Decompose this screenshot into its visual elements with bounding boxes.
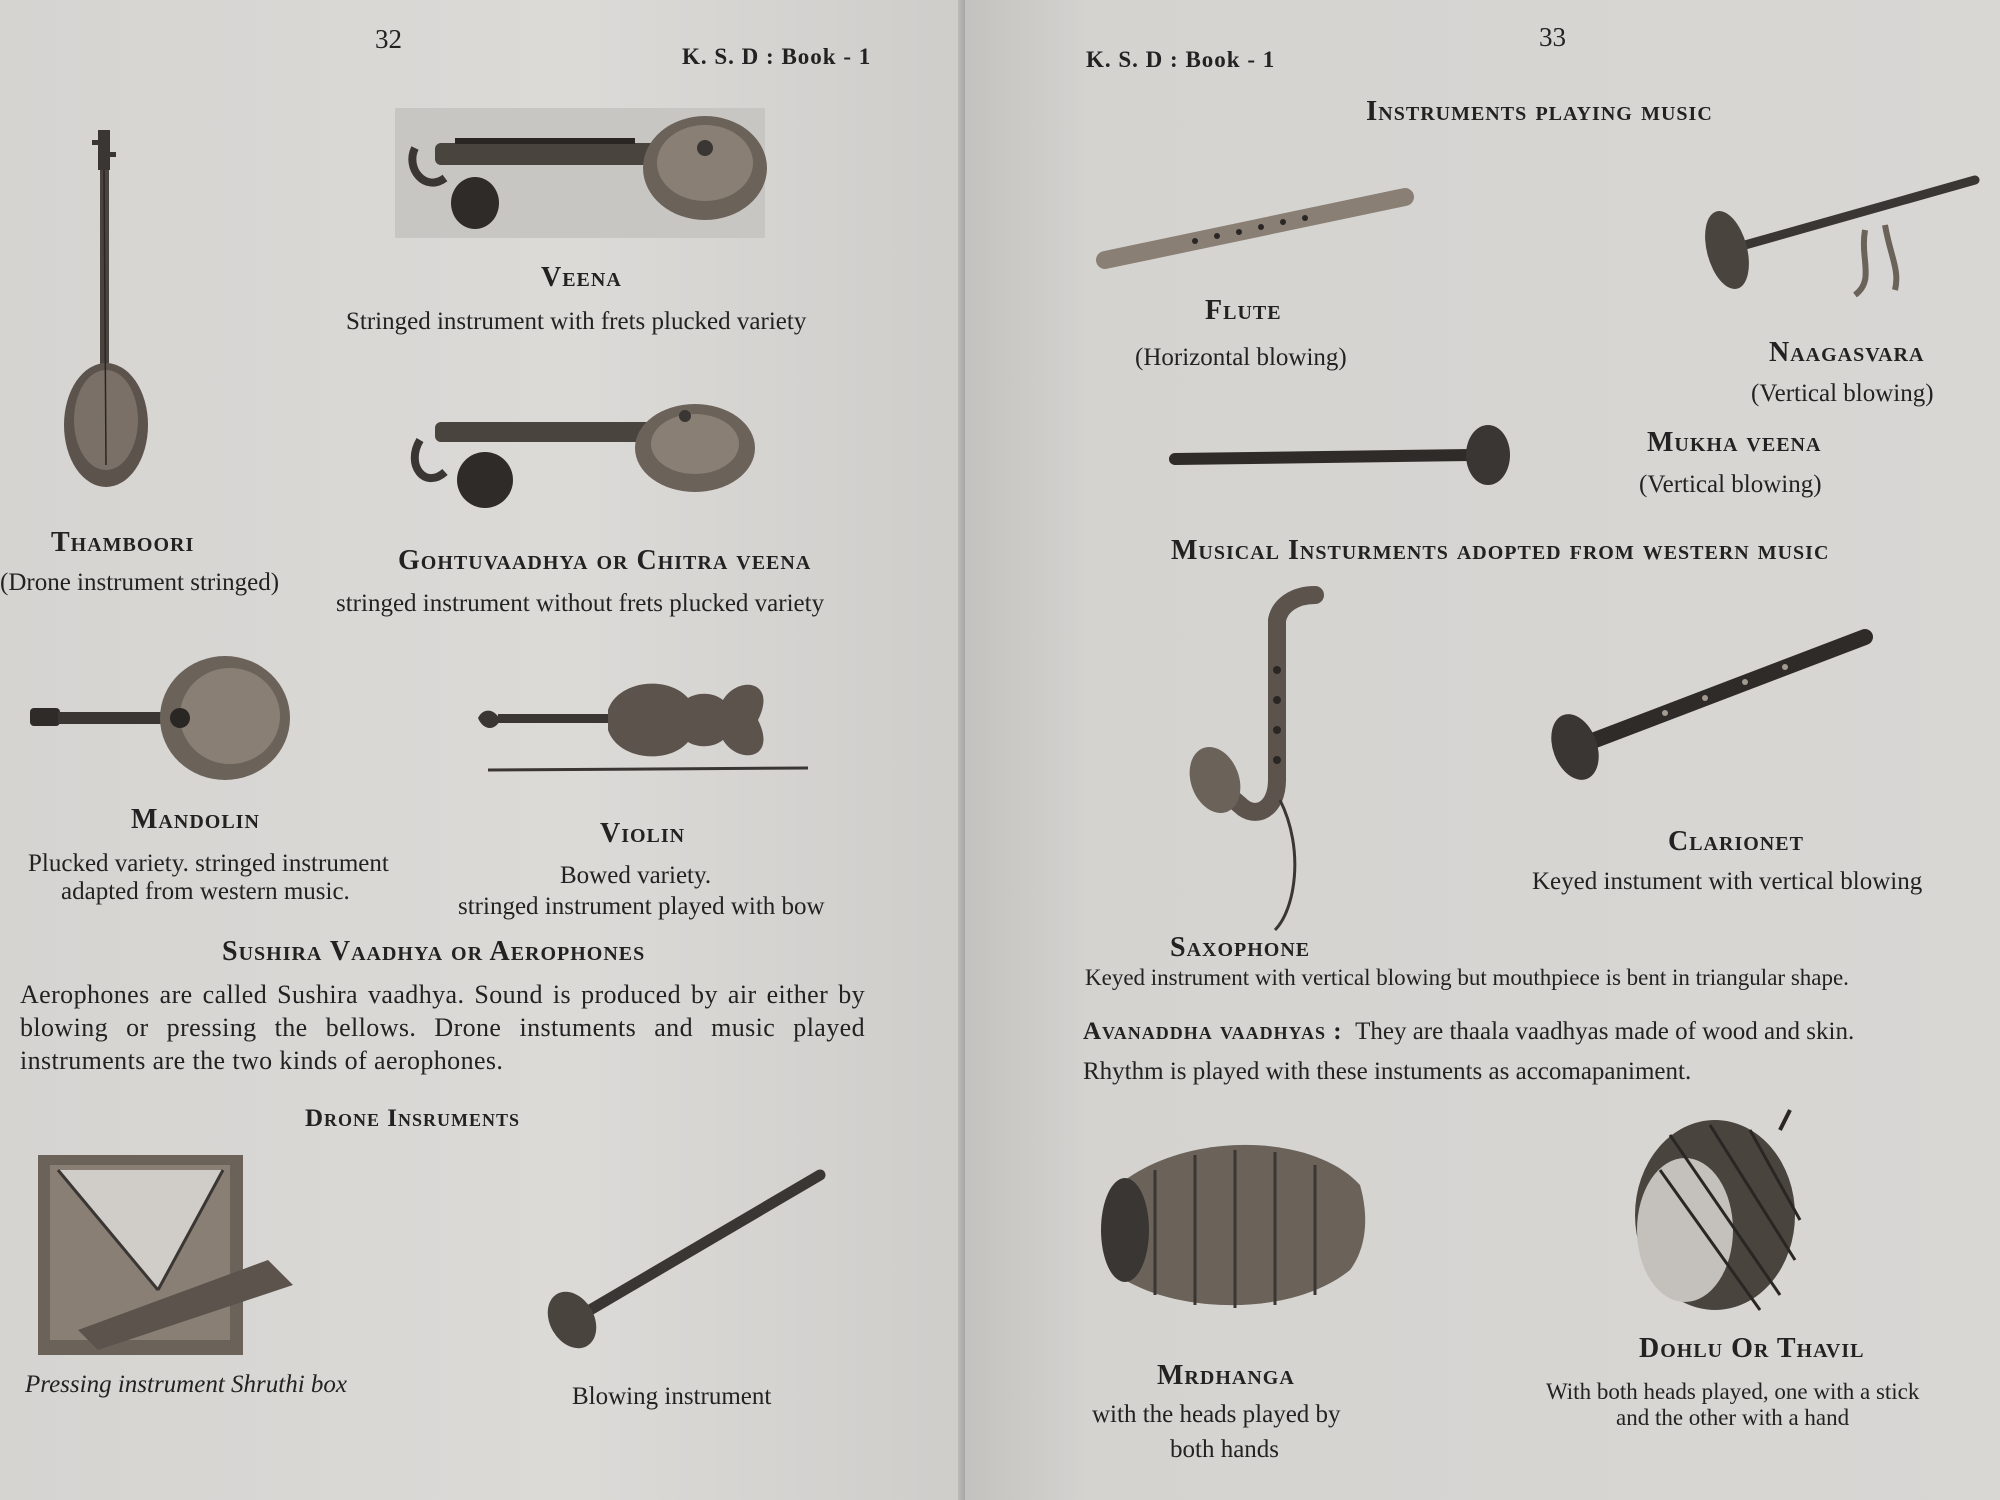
flute-title: Flute	[1205, 295, 1282, 326]
avanaddha-line1	[1083, 1018, 1854, 1046]
mukha-veena-title: Mukha veena	[1647, 427, 1822, 458]
thamboori-title: Thamboori	[51, 527, 195, 558]
mandolin-caption-line2: adapted from western music.	[61, 878, 350, 905]
clarionet-title: Clarionet	[1668, 826, 1804, 857]
dholu-caption-line1: With both heads played, one with a stick	[1546, 1379, 1920, 1404]
gohtuvaadhya-title: Gohtuvaadhya or Chitra veena	[398, 545, 812, 576]
shruthi-box-image	[38, 1150, 303, 1360]
veena-image	[395, 108, 765, 238]
page-header-left: K. S. D : Book - 1	[682, 44, 872, 69]
flute-caption: (Horizontal blowing)	[1135, 344, 1347, 371]
mrdhanga-caption-line2: both hands	[1170, 1436, 1280, 1463]
veena-title: Veena	[541, 262, 622, 293]
mrdhanga-title: Mrdhanga	[1157, 1360, 1295, 1391]
naagasvara-caption: (Vertical blowing)	[1751, 380, 1934, 407]
mrdhanga-image	[1095, 1140, 1375, 1320]
right-page	[965, 0, 2000, 1500]
gohtuvaadhya-image	[405, 400, 755, 520]
mukha-veena-image	[1170, 425, 1515, 490]
blowing-caption: Blowing instrument	[572, 1383, 772, 1410]
violin-title: Violin	[600, 818, 686, 849]
left-page	[0, 0, 965, 1500]
flute-image	[1095, 185, 1415, 275]
sushira-paragraph: Aerophones are called Sushira vaadhya. Sound is produced by air either by blowing or pressing the bellows. Drone instuments and music played instruments are the two kinds of aerophones.	[20, 980, 865, 1075]
page-header-right: K. S. D : Book - 1	[1086, 47, 1276, 72]
mrdhanga-caption-line1: with the heads played by	[1092, 1401, 1341, 1428]
heading-western-instruments: Musical Insturments adopted from western music	[1171, 535, 1830, 566]
violin-caption-line1: Bowed variety.	[560, 862, 712, 889]
mandolin-title: Mandolin	[131, 804, 260, 835]
saxophone-caption: Keyed instrument with vertical blowing but mouthpiece is bent in triangular shape.	[1085, 965, 1849, 990]
page-number-right: 33	[1539, 22, 1566, 52]
mandolin-image	[30, 650, 295, 780]
drone-heading: Drone Insruments	[305, 1105, 521, 1132]
thamboori-caption: (Drone instrument stringed)	[0, 569, 280, 596]
sushira-heading: Sushira Vaadhya or Aerophones	[222, 936, 646, 967]
thavil-image	[1630, 1110, 1820, 1325]
violin-image	[478, 670, 818, 775]
mandolin-caption-line1: Plucked variety. stringed instrument	[28, 850, 389, 877]
dholu-title: Dohlu Or Thavil	[1639, 1333, 1865, 1364]
avanaddha-text1: They are thaala vaadhyas made of wood and skin.	[1355, 1018, 1855, 1045]
clarionet-image	[1535, 625, 1875, 785]
violin-caption-line2: stringed instrument played with bow	[458, 893, 825, 920]
blowing-instrument-image	[530, 1170, 850, 1350]
avanaddha-label: Avanaddha vaadhyas :	[1083, 1018, 1343, 1045]
avanaddha-text2: Rhythm is played with these instuments as accomapaniment.	[1083, 1058, 1692, 1085]
page-number-left: 32	[375, 24, 402, 54]
mukha-veena-caption: (Vertical blowing)	[1639, 471, 1822, 498]
gohtuvaadhya-caption: stringed instrument without frets plucked variety	[336, 590, 825, 617]
saxophone-image	[1185, 590, 1335, 940]
saxophone-title: Saxophone	[1170, 932, 1311, 963]
clarionet-caption: Keyed instument with vertical blowing	[1532, 868, 1923, 895]
veena-caption: Stringed instrument with frets plucked variety	[346, 308, 807, 335]
naagasvara-title: Naagasvara	[1769, 337, 1925, 368]
dholu-caption-line2: and the other with a hand	[1616, 1405, 1850, 1430]
heading-instruments-playing: Instruments playing music	[1366, 95, 1713, 127]
shruthi-caption: Pressing instrument Shruthi box	[25, 1371, 347, 1398]
naagasvara-image	[1685, 170, 1985, 300]
thamboori-image	[60, 130, 160, 500]
